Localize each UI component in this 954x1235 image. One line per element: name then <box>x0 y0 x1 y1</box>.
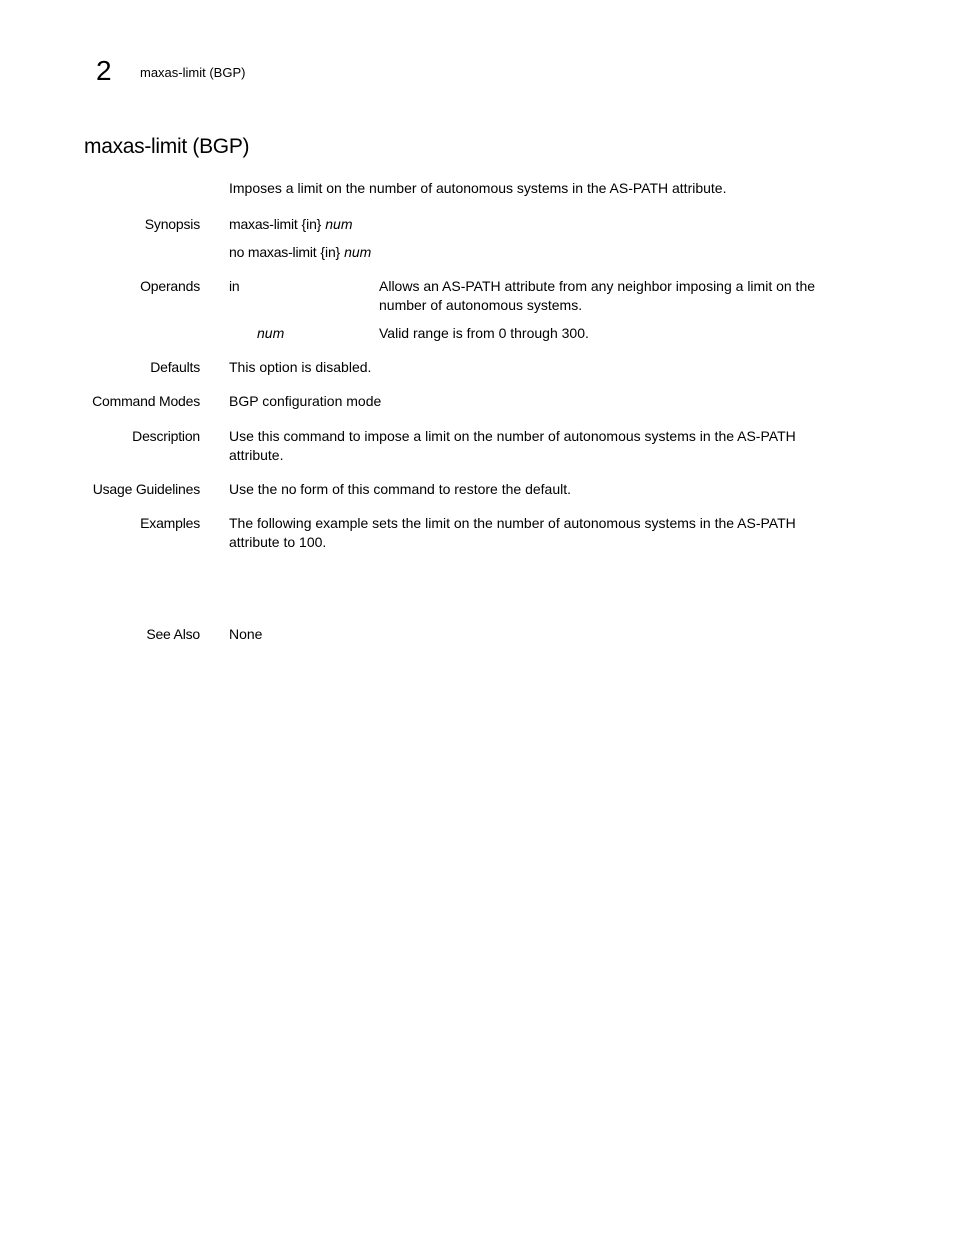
usage-guidelines-label: Usage Guidelines <box>92 481 200 497</box>
operand-description: Valid range is from 0 through 300. <box>379 325 589 341</box>
command-modes-text: BGP configuration mode <box>229 393 382 409</box>
usage-suffix: form of this command to restore the default. <box>296 481 572 497</box>
synopsis-param: num <box>325 216 353 232</box>
description-label: Description <box>132 428 200 444</box>
operand-name: in <box>229 278 240 294</box>
synopsis-brace-open: { <box>297 216 307 232</box>
usage-keyword: no <box>281 481 297 497</box>
operand-name: num <box>257 325 285 341</box>
intro-text: Imposes a limit on the number of autonomous systems in the AS-PATH attribute. <box>229 180 727 196</box>
command-modes-label: Command Modes <box>92 393 200 409</box>
defaults-label: Defaults <box>150 359 200 375</box>
synopsis-no-command: no maxas-limit <box>229 244 317 260</box>
synopsis-keyword: in <box>306 216 317 232</box>
see-also-label: See Also <box>146 626 200 642</box>
synopsis-label: Synopsis <box>144 216 200 232</box>
synopsis-keyword: in <box>325 244 336 260</box>
operand-description: Allows an AS-PATH attribute from any neighbor imposing a limit on the number of autonomous systems. <box>379 278 816 313</box>
synopsis-brace-open: { <box>316 244 326 260</box>
usage-guidelines-text <box>229 480 849 499</box>
running-title: maxas-limit (BGP) <box>140 65 246 80</box>
examples-text: The following example sets the limit on the number of autonomous systems in the AS-PATH attribute to 100. <box>229 515 796 550</box>
synopsis-line-2 <box>229 243 849 262</box>
chapter-number: 2 <box>96 55 112 86</box>
operands-label: Operands <box>140 278 200 294</box>
synopsis-command: maxas-limit <box>229 216 298 232</box>
synopsis-line-1 <box>229 215 849 234</box>
synopsis-param: num <box>344 244 372 260</box>
see-also-text: None <box>229 626 263 642</box>
page-title: maxas-limit (BGP) <box>84 135 250 158</box>
synopsis-brace-close: } <box>316 216 326 232</box>
synopsis-brace-close: } <box>335 244 345 260</box>
examples-label: Examples <box>140 515 200 531</box>
description-text: Use this command to impose a limit on the number of autonomous systems in the AS-PATH attribute. <box>229 428 796 463</box>
usage-prefix: Use the <box>229 481 282 497</box>
defaults-text: This option is disabled. <box>229 359 372 375</box>
